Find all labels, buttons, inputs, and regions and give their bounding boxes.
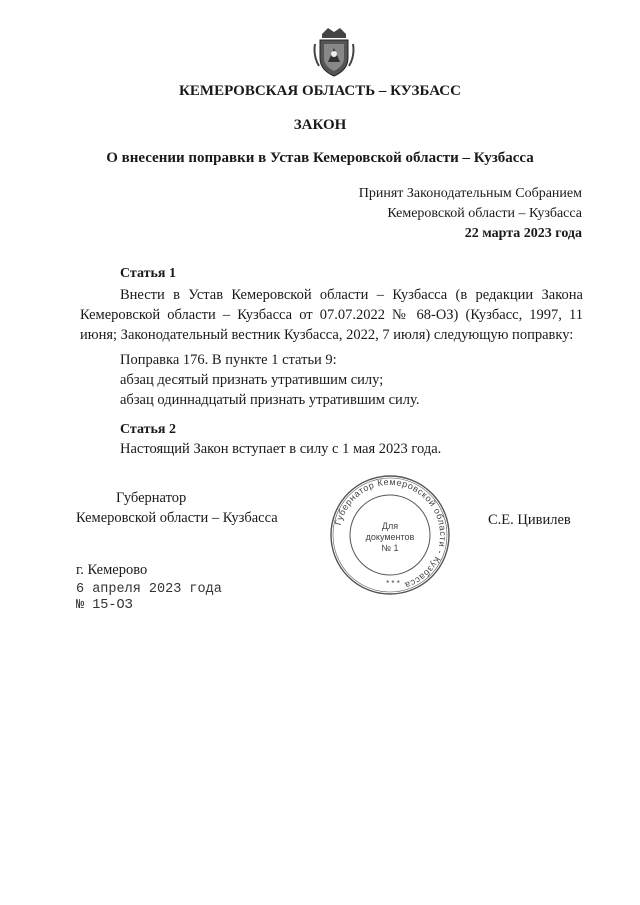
- adoption-date: 22 марта 2023 года: [464, 226, 582, 241]
- signatory-name: С.Е. Цивилев: [488, 512, 571, 528]
- city: г. Кемерово: [76, 562, 148, 578]
- article-1-heading: Статья 1: [120, 266, 176, 281]
- stamp-center-line-3: № 1: [381, 543, 399, 553]
- signing-date: 6 апреля 2023 года: [76, 582, 222, 597]
- stamp-ring-text: Губернатор Кемеровской области - Кузбасса: [333, 476, 449, 591]
- official-stamp: [329, 474, 451, 596]
- article-2-paragraph: Настоящий Закон вступает в силу с 1 мая 2023 года.: [120, 441, 442, 457]
- law-title: О внесении поправки в Устав Кемеровской области – Кузбасса: [106, 150, 534, 166]
- signatory-position-line-1: Губернатор: [116, 490, 187, 506]
- document-type: ЗАКОН: [293, 117, 347, 133]
- stamp-stars: * * *: [386, 579, 400, 588]
- article-1-paragraph: Внести в Устав Кемеровской области – Кузбасса (в редакции Закона Кемеровской области – Кузбасса от 07.07.2022 № 68-ОЗ) (Кузбасс, 1997, 11 июня; Законодательный вестник Кузбасса, 2022, 7 июля) следующую поправку:: [80, 287, 583, 343]
- article-2-heading: Статья 2: [120, 422, 176, 437]
- adoption-line-2: Кемеровской области – Кузбасса: [387, 206, 582, 221]
- adoption-line-1: Принят Законодательным Собранием: [358, 186, 582, 201]
- amendment-item-2: абзац одиннадцатый признать утратившим силу.: [120, 392, 420, 408]
- adoption-block: [359, 184, 582, 244]
- stamp-center-line-1: Для: [381, 521, 399, 531]
- coat-of-arms-icon: [312, 24, 356, 78]
- law-number: № 15-ОЗ: [76, 598, 133, 613]
- region-heading: КЕМЕРОВСКАЯ ОБЛАСТЬ – КУЗБАСС: [179, 83, 461, 99]
- stamp-center-line-2: документов: [365, 532, 415, 542]
- signatory-position-line-2: Кемеровской области – Кузбасса: [76, 510, 278, 526]
- amendment-line: Поправка 176. В пункте 1 статьи 9:: [120, 352, 337, 368]
- amendment-item-1: абзац десятый признать утратившим силу;: [120, 372, 384, 388]
